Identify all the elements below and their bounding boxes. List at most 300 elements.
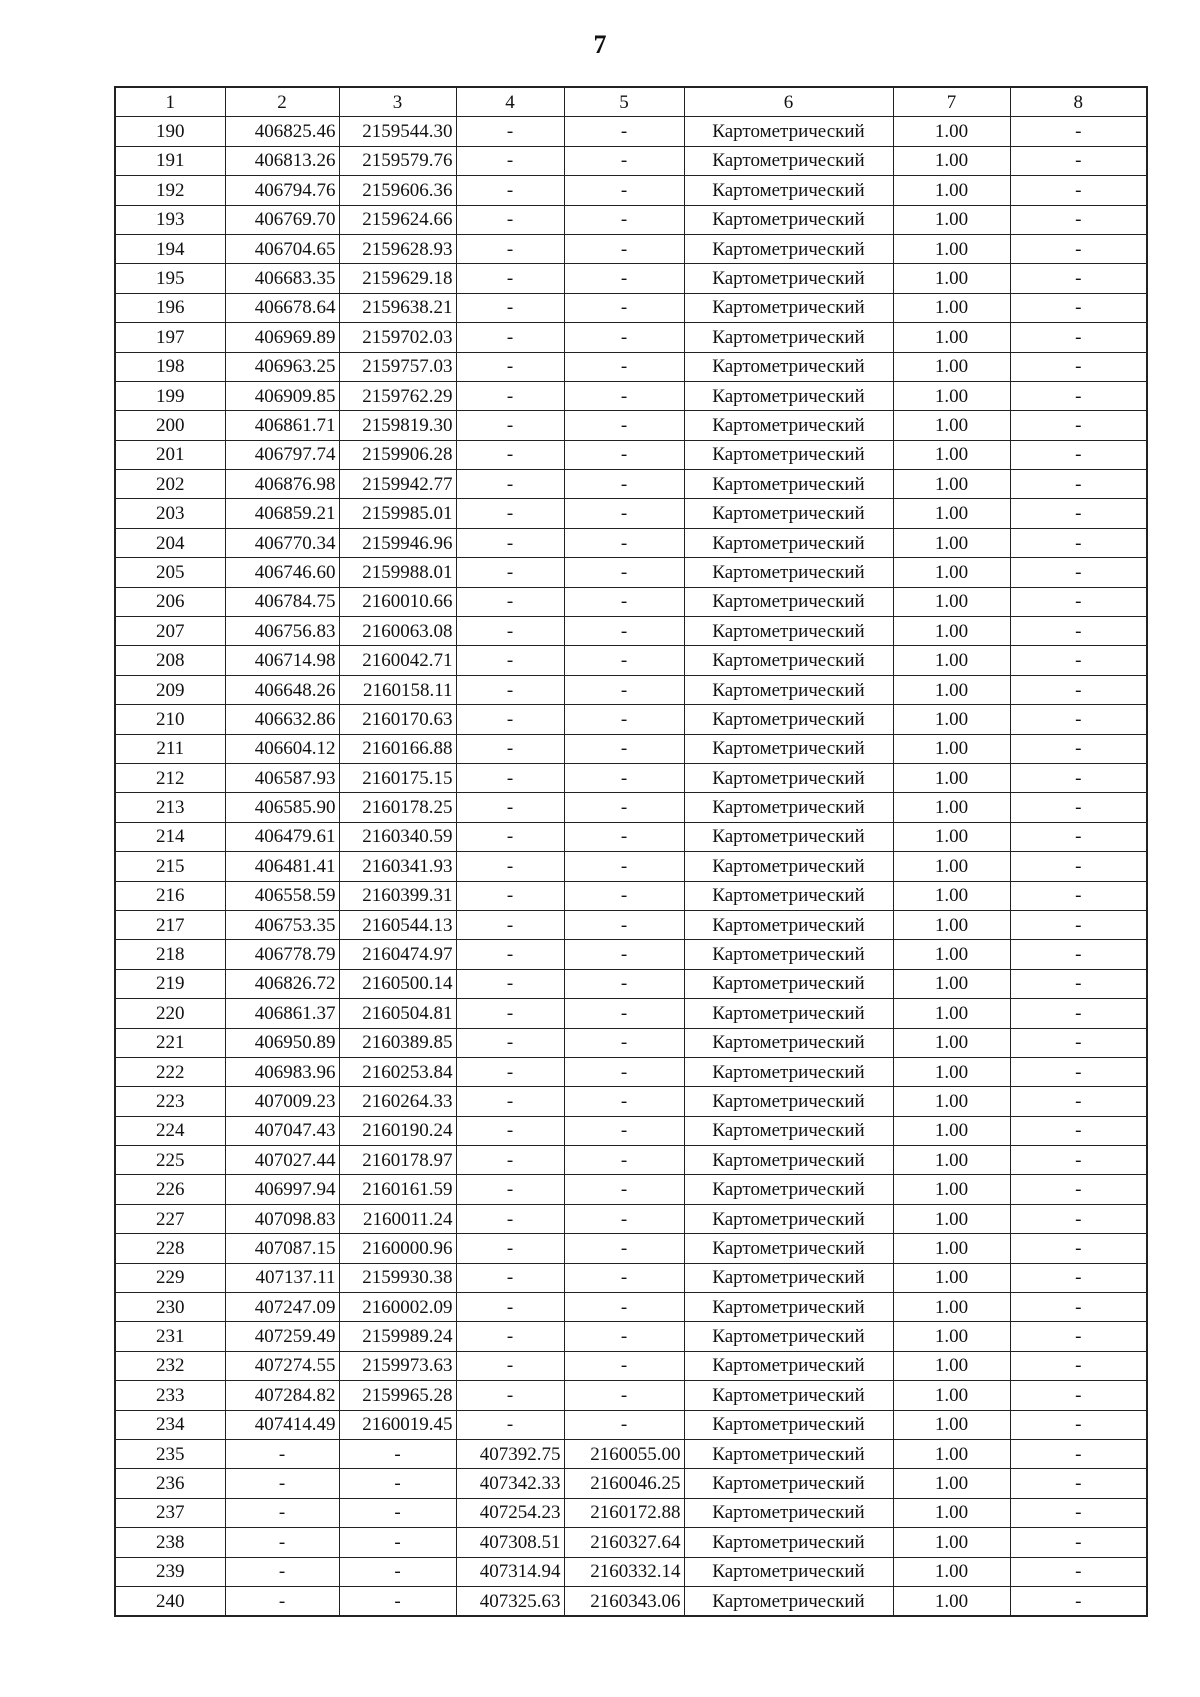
cell-x-new: - [456, 1293, 564, 1322]
cell-y-old: 2159544.30 [339, 117, 456, 146]
cell-y-new: - [564, 969, 684, 998]
cell-method: Картометрический [684, 910, 893, 939]
cell-method: Картометрический [684, 1381, 893, 1410]
cell-x-new: - [456, 587, 564, 616]
cell-x-new: - [456, 999, 564, 1028]
cell-y-new: - [564, 499, 684, 528]
cell-x-new: - [456, 1234, 564, 1263]
table-row [115, 910, 1147, 939]
table-row [115, 1410, 1147, 1439]
cell-note: - [1010, 176, 1147, 205]
cell-x-old: 407009.23 [225, 1087, 339, 1116]
cell-y-old: 2159624.66 [339, 205, 456, 234]
table-row [115, 558, 1147, 587]
cell-method: Картометрический [684, 1293, 893, 1322]
cell-y-new: 2160172.88 [564, 1498, 684, 1527]
cell-x-old: 406746.60 [225, 558, 339, 587]
table-row [115, 969, 1147, 998]
cell-accuracy: 1.00 [893, 763, 1010, 792]
header-col-4: 4 [456, 87, 564, 117]
cell-y-old: 2159757.03 [339, 352, 456, 381]
cell-y-new: - [564, 1351, 684, 1380]
cell-point-number: 235 [115, 1439, 225, 1468]
cell-y-old: - [339, 1498, 456, 1527]
table-row [115, 617, 1147, 646]
cell-x-new: - [456, 293, 564, 322]
cell-point-number: 227 [115, 1204, 225, 1233]
cell-x-old: 406604.12 [225, 734, 339, 763]
cell-method: Картометрический [684, 470, 893, 499]
cell-method: Картометрический [684, 1586, 893, 1616]
cell-x-new: - [456, 1116, 564, 1145]
cell-x-old: - [225, 1498, 339, 1527]
coordinates-table [114, 86, 1148, 1617]
cell-method: Картометрический [684, 1557, 893, 1586]
cell-accuracy: 1.00 [893, 1234, 1010, 1263]
cell-x-old: 406756.83 [225, 617, 339, 646]
cell-y-old: 2159629.18 [339, 264, 456, 293]
cell-y-new: - [564, 675, 684, 704]
table-body [115, 117, 1147, 1616]
cell-x-old: 406825.46 [225, 117, 339, 146]
cell-y-old: 2160000.96 [339, 1234, 456, 1263]
cell-note: - [1010, 411, 1147, 440]
cell-note: - [1010, 1234, 1147, 1263]
table-row [115, 999, 1147, 1028]
cell-point-number: 236 [115, 1469, 225, 1498]
cell-y-new: - [564, 381, 684, 410]
cell-y-old: - [339, 1528, 456, 1557]
cell-y-old: 2159606.36 [339, 176, 456, 205]
cell-point-number: 202 [115, 470, 225, 499]
cell-accuracy: 1.00 [893, 528, 1010, 557]
cell-y-new: - [564, 705, 684, 734]
cell-point-number: 192 [115, 176, 225, 205]
table-row [115, 528, 1147, 557]
cell-y-new: - [564, 205, 684, 234]
cell-y-old: 2159930.38 [339, 1263, 456, 1292]
cell-y-old: 2159579.76 [339, 146, 456, 175]
cell-point-number: 214 [115, 822, 225, 851]
cell-note: - [1010, 558, 1147, 587]
cell-x-old: 406797.74 [225, 440, 339, 469]
cell-y-old: 2160161.59 [339, 1175, 456, 1204]
table-row [115, 1175, 1147, 1204]
cell-x-new: - [456, 470, 564, 499]
cell-point-number: 237 [115, 1498, 225, 1527]
cell-y-old: 2159965.28 [339, 1381, 456, 1410]
cell-accuracy: 1.00 [893, 323, 1010, 352]
cell-x-new: - [456, 1410, 564, 1439]
cell-x-new: - [456, 1351, 564, 1380]
header-col-2: 2 [225, 87, 339, 117]
cell-accuracy: 1.00 [893, 1146, 1010, 1175]
cell-y-new: - [564, 1087, 684, 1116]
cell-y-old: 2160178.97 [339, 1146, 456, 1175]
cell-x-new: 407254.23 [456, 1498, 564, 1527]
cell-note: - [1010, 910, 1147, 939]
cell-method: Картометрический [684, 1439, 893, 1468]
cell-accuracy: 1.00 [893, 558, 1010, 587]
cell-method: Картометрический [684, 999, 893, 1028]
cell-y-new: - [564, 1410, 684, 1439]
cell-x-old: 407274.55 [225, 1351, 339, 1380]
table-row [115, 1234, 1147, 1263]
cell-x-new: - [456, 734, 564, 763]
cell-method: Картометрический [684, 705, 893, 734]
cell-note: - [1010, 940, 1147, 969]
cell-point-number: 224 [115, 1116, 225, 1145]
cell-y-new: 2160332.14 [564, 1557, 684, 1586]
cell-point-number: 225 [115, 1146, 225, 1175]
cell-accuracy: 1.00 [893, 1204, 1010, 1233]
table-row [115, 499, 1147, 528]
cell-x-new: - [456, 940, 564, 969]
cell-method: Картометрический [684, 440, 893, 469]
header-col-5: 5 [564, 87, 684, 117]
cell-method: Картометрический [684, 617, 893, 646]
cell-x-old: 406784.75 [225, 587, 339, 616]
cell-y-old: 2159819.30 [339, 411, 456, 440]
cell-note: - [1010, 1146, 1147, 1175]
cell-note: - [1010, 793, 1147, 822]
cell-x-new: 407392.75 [456, 1439, 564, 1468]
cell-accuracy: 1.00 [893, 411, 1010, 440]
cell-method: Картометрический [684, 940, 893, 969]
cell-point-number: 204 [115, 528, 225, 557]
cell-method: Картометрический [684, 528, 893, 557]
cell-y-new: - [564, 1322, 684, 1351]
table-row [115, 1439, 1147, 1468]
cell-x-new: - [456, 910, 564, 939]
cell-method: Картометрический [684, 1528, 893, 1557]
cell-accuracy: 1.00 [893, 1087, 1010, 1116]
table-row [115, 1263, 1147, 1292]
cell-note: - [1010, 646, 1147, 675]
cell-x-old: 406813.26 [225, 146, 339, 175]
cell-x-old: 406714.98 [225, 646, 339, 675]
cell-y-new: - [564, 646, 684, 675]
cell-x-new: 407308.51 [456, 1528, 564, 1557]
cell-y-old: 2160063.08 [339, 617, 456, 646]
table-row [115, 852, 1147, 881]
cell-y-old: 2160011.24 [339, 1204, 456, 1233]
cell-accuracy: 1.00 [893, 646, 1010, 675]
cell-accuracy: 1.00 [893, 675, 1010, 704]
cell-accuracy: 1.00 [893, 1057, 1010, 1086]
cell-x-old: 407027.44 [225, 1146, 339, 1175]
cell-accuracy: 1.00 [893, 205, 1010, 234]
table-row [115, 117, 1147, 146]
cell-x-new: - [456, 1322, 564, 1351]
cell-note: - [1010, 1204, 1147, 1233]
cell-accuracy: 1.00 [893, 1293, 1010, 1322]
cell-y-new: - [564, 146, 684, 175]
cell-note: - [1010, 1116, 1147, 1145]
cell-method: Картометрический [684, 146, 893, 175]
table-row [115, 411, 1147, 440]
cell-accuracy: 1.00 [893, 793, 1010, 822]
cell-accuracy: 1.00 [893, 1439, 1010, 1468]
cell-y-new: - [564, 470, 684, 499]
cell-note: - [1010, 323, 1147, 352]
header-col-8: 8 [1010, 87, 1147, 117]
cell-accuracy: 1.00 [893, 999, 1010, 1028]
cell-note: - [1010, 763, 1147, 792]
cell-y-old: 2159628.93 [339, 234, 456, 263]
cell-point-number: 209 [115, 675, 225, 704]
cell-point-number: 218 [115, 940, 225, 969]
cell-point-number: 230 [115, 1293, 225, 1322]
cell-method: Картометрический [684, 176, 893, 205]
cell-method: Картометрический [684, 1087, 893, 1116]
cell-x-old: - [225, 1557, 339, 1586]
cell-note: - [1010, 881, 1147, 910]
cell-point-number: 198 [115, 352, 225, 381]
table-header [115, 87, 1147, 117]
table-row [115, 381, 1147, 410]
cell-x-old: 406859.21 [225, 499, 339, 528]
cell-note: - [1010, 734, 1147, 763]
cell-note: - [1010, 617, 1147, 646]
cell-point-number: 216 [115, 881, 225, 910]
cell-y-new: - [564, 617, 684, 646]
cell-method: Картометрический [684, 852, 893, 881]
cell-x-new: 407325.63 [456, 1586, 564, 1616]
cell-y-old: 2160253.84 [339, 1057, 456, 1086]
cell-note: - [1010, 205, 1147, 234]
table-row [115, 352, 1147, 381]
cell-method: Картометрический [684, 1057, 893, 1086]
cell-y-new: - [564, 352, 684, 381]
cell-note: - [1010, 1557, 1147, 1586]
cell-point-number: 193 [115, 205, 225, 234]
cell-note: - [1010, 499, 1147, 528]
cell-y-old: 2160264.33 [339, 1087, 456, 1116]
cell-x-new: - [456, 822, 564, 851]
cell-y-old: 2160166.88 [339, 734, 456, 763]
table-row [115, 940, 1147, 969]
cell-point-number: 203 [115, 499, 225, 528]
page-number: 7 [593, 30, 607, 59]
cell-x-new: - [456, 1381, 564, 1410]
cell-y-new: 2160055.00 [564, 1439, 684, 1468]
cell-y-new: - [564, 117, 684, 146]
cell-x-new: - [456, 352, 564, 381]
cell-y-old: 2160042.71 [339, 646, 456, 675]
cell-method: Картометрический [684, 587, 893, 616]
cell-y-new: - [564, 293, 684, 322]
cell-y-old: 2159985.01 [339, 499, 456, 528]
cell-method: Картометрический [684, 205, 893, 234]
cell-x-new: - [456, 793, 564, 822]
cell-x-old: 407284.82 [225, 1381, 339, 1410]
cell-accuracy: 1.00 [893, 734, 1010, 763]
cell-x-old: 406983.96 [225, 1057, 339, 1086]
cell-method: Картометрический [684, 763, 893, 792]
cell-y-new: 2160343.06 [564, 1586, 684, 1616]
cell-x-old: 406585.90 [225, 793, 339, 822]
cell-point-number: 208 [115, 646, 225, 675]
cell-y-old: - [339, 1586, 456, 1616]
cell-note: - [1010, 1439, 1147, 1468]
table-row [115, 1057, 1147, 1086]
table-row [115, 440, 1147, 469]
cell-point-number: 215 [115, 852, 225, 881]
cell-y-old: 2160341.93 [339, 852, 456, 881]
cell-note: - [1010, 528, 1147, 557]
cell-y-new: - [564, 1263, 684, 1292]
cell-y-new: - [564, 1381, 684, 1410]
cell-y-old: 2160474.97 [339, 940, 456, 969]
cell-y-old: - [339, 1439, 456, 1468]
cell-x-old: 406678.64 [225, 293, 339, 322]
cell-note: - [1010, 1528, 1147, 1557]
cell-point-number: 223 [115, 1087, 225, 1116]
table-row [115, 646, 1147, 675]
cell-y-old: 2159973.63 [339, 1351, 456, 1380]
cell-accuracy: 1.00 [893, 1175, 1010, 1204]
cell-accuracy: 1.00 [893, 264, 1010, 293]
cell-accuracy: 1.00 [893, 617, 1010, 646]
cell-accuracy: 1.00 [893, 440, 1010, 469]
cell-y-new: - [564, 1057, 684, 1086]
cell-x-new: - [456, 440, 564, 469]
table-row [115, 1146, 1147, 1175]
cell-y-old: 2160504.81 [339, 999, 456, 1028]
cell-y-new: - [564, 587, 684, 616]
table-row [115, 1087, 1147, 1116]
cell-point-number: 210 [115, 705, 225, 734]
cell-y-new: - [564, 910, 684, 939]
cell-note: - [1010, 264, 1147, 293]
table-row [115, 470, 1147, 499]
cell-method: Картометрический [684, 381, 893, 410]
table-row [115, 1293, 1147, 1322]
cell-x-new: - [456, 323, 564, 352]
cell-x-new: - [456, 1175, 564, 1204]
cell-x-new: - [456, 528, 564, 557]
table-row [115, 1586, 1147, 1616]
cell-accuracy: 1.00 [893, 117, 1010, 146]
cell-y-old: 2159946.96 [339, 528, 456, 557]
cell-accuracy: 1.00 [893, 940, 1010, 969]
cell-method: Картометрический [684, 1498, 893, 1527]
table-row [115, 881, 1147, 910]
cell-accuracy: 1.00 [893, 587, 1010, 616]
cell-y-old: 2159988.01 [339, 558, 456, 587]
cell-point-number: 200 [115, 411, 225, 440]
cell-accuracy: 1.00 [893, 910, 1010, 939]
cell-accuracy: 1.00 [893, 1498, 1010, 1527]
table-row [115, 734, 1147, 763]
cell-x-new: - [456, 205, 564, 234]
cell-accuracy: 1.00 [893, 176, 1010, 205]
table-row [115, 675, 1147, 704]
cell-note: - [1010, 1410, 1147, 1439]
table-row [115, 234, 1147, 263]
cell-note: - [1010, 1469, 1147, 1498]
cell-y-old: 2160500.14 [339, 969, 456, 998]
cell-method: Картометрический [684, 1146, 893, 1175]
cell-method: Картометрический [684, 822, 893, 851]
cell-accuracy: 1.00 [893, 822, 1010, 851]
cell-x-new: - [456, 852, 564, 881]
cell-x-old: 406753.35 [225, 910, 339, 939]
cell-note: - [1010, 1322, 1147, 1351]
cell-y-new: - [564, 411, 684, 440]
cell-y-new: - [564, 940, 684, 969]
cell-y-new: - [564, 763, 684, 792]
table-row [115, 293, 1147, 322]
cell-method: Картометрический [684, 1351, 893, 1380]
cell-y-old: 2159942.77 [339, 470, 456, 499]
cell-method: Картометрический [684, 352, 893, 381]
cell-note: - [1010, 1057, 1147, 1086]
cell-method: Картометрический [684, 558, 893, 587]
cell-point-number: 219 [115, 969, 225, 998]
cell-x-new: 407342.33 [456, 1469, 564, 1498]
cell-y-old: 2159906.28 [339, 440, 456, 469]
cell-y-old: 2160190.24 [339, 1116, 456, 1145]
cell-method: Картометрический [684, 264, 893, 293]
cell-y-new: - [564, 1116, 684, 1145]
cell-point-number: 213 [115, 793, 225, 822]
table-row [115, 1557, 1147, 1586]
cell-x-new: - [456, 234, 564, 263]
cell-y-new: - [564, 999, 684, 1028]
cell-x-old: 406909.85 [225, 381, 339, 410]
table-row [115, 1498, 1147, 1527]
cell-point-number: 239 [115, 1557, 225, 1586]
cell-y-old: 2160175.15 [339, 763, 456, 792]
cell-point-number: 233 [115, 1381, 225, 1410]
cell-y-new: - [564, 1204, 684, 1233]
cell-point-number: 201 [115, 440, 225, 469]
cell-y-old: 2160170.63 [339, 705, 456, 734]
cell-x-old: 407137.11 [225, 1263, 339, 1292]
cell-x-old: 406950.89 [225, 1028, 339, 1057]
cell-y-old: 2159702.03 [339, 323, 456, 352]
cell-accuracy: 1.00 [893, 1528, 1010, 1557]
cell-y-new: - [564, 1028, 684, 1057]
cell-accuracy: 1.00 [893, 146, 1010, 175]
cell-note: - [1010, 675, 1147, 704]
cell-accuracy: 1.00 [893, 499, 1010, 528]
cell-x-new: - [456, 763, 564, 792]
cell-y-new: - [564, 558, 684, 587]
cell-x-old: 407098.83 [225, 1204, 339, 1233]
cell-note: - [1010, 1293, 1147, 1322]
table-row [115, 146, 1147, 175]
cell-x-old: 406876.98 [225, 470, 339, 499]
cell-x-old: 407414.49 [225, 1410, 339, 1439]
cell-x-old: 406794.76 [225, 176, 339, 205]
table-row [115, 205, 1147, 234]
cell-accuracy: 1.00 [893, 352, 1010, 381]
cell-point-number: 226 [115, 1175, 225, 1204]
cell-note: - [1010, 1087, 1147, 1116]
cell-point-number: 217 [115, 910, 225, 939]
cell-y-old: - [339, 1469, 456, 1498]
cell-x-old: 406632.86 [225, 705, 339, 734]
cell-point-number: 238 [115, 1528, 225, 1557]
cell-method: Картометрический [684, 1410, 893, 1439]
cell-point-number: 220 [115, 999, 225, 1028]
table-row [115, 793, 1147, 822]
cell-method: Картометрический [684, 323, 893, 352]
cell-x-old: 406683.35 [225, 264, 339, 293]
